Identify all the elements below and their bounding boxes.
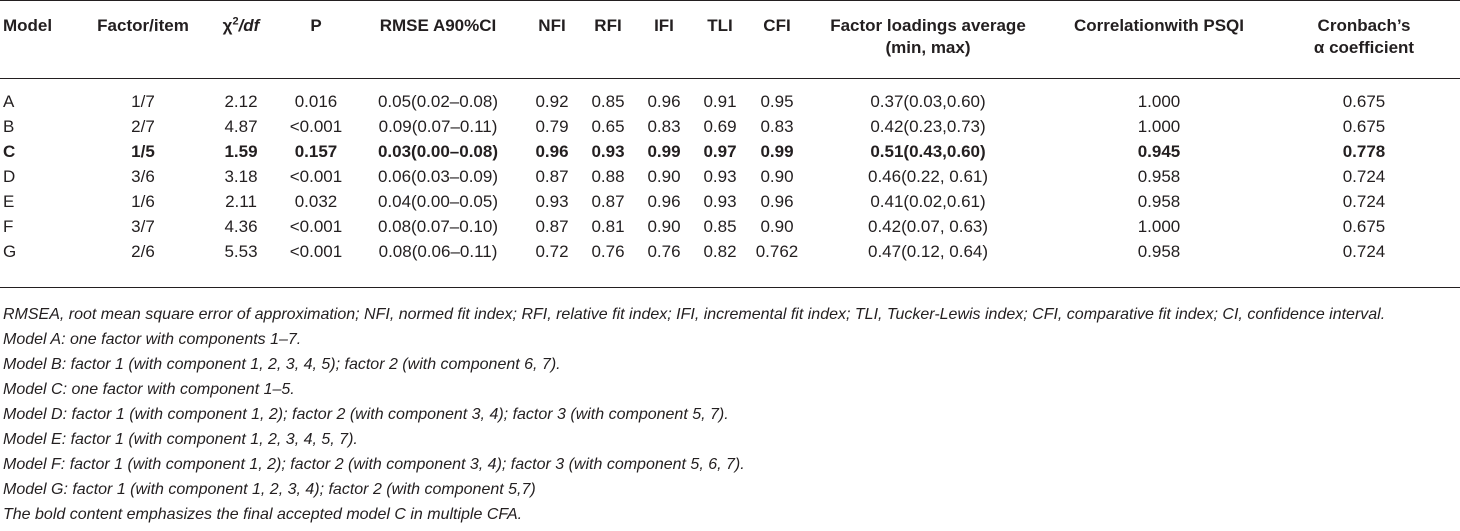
table-row bbox=[0, 164, 1460, 189]
bottom-rule bbox=[0, 287, 1460, 288]
footnote-line: Model D: factor 1 (with component 1, 2); factor 2 (with component 3, 4); factor 3 (with component 5, 7). bbox=[3, 406, 729, 423]
cell-cfi: 0.83 bbox=[760, 117, 794, 136]
header-ifi: IFI bbox=[654, 16, 674, 35]
cfa-model-table bbox=[0, 0, 1460, 264]
cell-chi: 3.18 bbox=[224, 167, 258, 186]
cell-p: <0.001 bbox=[289, 117, 343, 136]
cell-rmse: 0.03(0.00–0.08) bbox=[377, 142, 499, 161]
cell-chi: 4.87 bbox=[224, 117, 258, 136]
header-cronbach-alpha: Cronbach’s α coefficient bbox=[1313, 16, 1415, 57]
cell-corr: 1.000 bbox=[1137, 117, 1181, 136]
cell-corr: 0.945 bbox=[1137, 142, 1181, 161]
cell-rfi: 0.88 bbox=[591, 167, 625, 186]
cell-corr: 1.000 bbox=[1137, 217, 1181, 236]
cell-ifi: 0.99 bbox=[647, 142, 681, 161]
cell-alpha: 0.778 bbox=[1342, 142, 1386, 161]
cell-model: F bbox=[3, 217, 14, 236]
cell-chi: 2.11 bbox=[225, 192, 257, 211]
cell-factor: 1/7 bbox=[131, 92, 155, 111]
cell-p: <0.001 bbox=[289, 217, 343, 236]
table-row bbox=[0, 214, 1460, 239]
cell-rfi: 0.76 bbox=[591, 242, 625, 261]
cell-nfi: 0.96 bbox=[535, 142, 569, 161]
header-nfi: NFI bbox=[538, 16, 566, 35]
cell-ifi: 0.90 bbox=[647, 167, 681, 186]
cell-ifi: 0.90 bbox=[647, 217, 681, 236]
cell-corr: 0.958 bbox=[1137, 167, 1181, 186]
cell-rfi: 0.81 bbox=[591, 217, 625, 236]
header-correlation-psqi: Correlationwith PSQI bbox=[1073, 16, 1245, 35]
footnote-line: RMSEA, root mean square error of approximation; NFI, normed fit index; RFI, relative fit index; IFI, incremental fit index; TLI, Tucker-Lewis index; CFI, comparative fit index; CI, confidence interval. bbox=[3, 306, 1386, 323]
cell-ifi: 0.83 bbox=[647, 117, 681, 136]
cell-rmse: 0.06(0.03–0.09) bbox=[377, 167, 499, 186]
cell-ifi: 0.96 bbox=[647, 192, 681, 211]
footnote-line: Model F: factor 1 (with component 1, 2); factor 2 (with component 3, 4); factor 3 (with component 5, 6, 7). bbox=[3, 456, 745, 473]
cell-tli: 0.85 bbox=[703, 217, 737, 236]
cell-rmse: 0.08(0.07–0.10) bbox=[377, 217, 499, 236]
header-factor-item: Factor/item bbox=[97, 16, 189, 35]
table-row bbox=[0, 78, 1460, 114]
cell-alpha: 0.724 bbox=[1342, 242, 1386, 261]
cell-cfi: 0.762 bbox=[755, 242, 799, 261]
cell-model: B bbox=[3, 117, 15, 136]
cell-p: <0.001 bbox=[289, 242, 343, 261]
header-rmsea-ci: RMSE A90%CI bbox=[379, 16, 497, 35]
cell-corr: 0.958 bbox=[1137, 192, 1181, 211]
cell-loadings: 0.47(0.12, 0.64) bbox=[867, 242, 989, 261]
footnote-line: The bold content emphasizes the final accepted model C in multiple CFA. bbox=[3, 506, 523, 523]
header-cfi: CFI bbox=[763, 16, 791, 35]
cell-factor: 2/6 bbox=[131, 242, 155, 261]
cell-model: A bbox=[3, 92, 15, 111]
cell-p: 0.016 bbox=[294, 92, 338, 111]
header-chi-square-df: $\chi^2/df$ bbox=[222, 15, 260, 35]
cell-corr: 0.958 bbox=[1137, 242, 1181, 261]
cell-rfi: 0.93 bbox=[591, 142, 625, 161]
cell-cfi: 0.90 bbox=[760, 217, 794, 236]
cell-nfi: 0.87 bbox=[535, 217, 569, 236]
cell-alpha: 0.724 bbox=[1342, 192, 1386, 211]
cell-nfi: 0.93 bbox=[535, 192, 569, 211]
cell-rmse: 0.05(0.02–0.08) bbox=[377, 92, 499, 111]
cell-factor: 1/6 bbox=[131, 192, 155, 211]
table-footnotes bbox=[3, 302, 1385, 527]
cell-nfi: 0.87 bbox=[535, 167, 569, 186]
cell-alpha: 0.724 bbox=[1342, 167, 1386, 186]
cell-factor: 2/7 bbox=[131, 117, 155, 136]
cell-nfi: 0.72 bbox=[535, 242, 569, 261]
cell-cfi: 0.96 bbox=[760, 192, 794, 211]
footnote-line: Model B: factor 1 (with component 1, 2, 3, 4, 5); factor 2 (with component 6, 7). bbox=[3, 356, 561, 373]
cell-corr: 1.000 bbox=[1137, 92, 1181, 111]
cell-p: 0.157 bbox=[294, 142, 338, 161]
cell-cfi: 0.90 bbox=[760, 167, 794, 186]
cell-rmse: 0.08(0.06–0.11) bbox=[378, 242, 498, 261]
cell-model: D bbox=[3, 167, 16, 186]
cell-rfi: 0.87 bbox=[591, 192, 625, 211]
cell-tli: 0.82 bbox=[703, 242, 737, 261]
cell-tli: 0.91 bbox=[703, 92, 737, 111]
cell-model: E bbox=[3, 192, 15, 211]
cell-chi: 4.36 bbox=[224, 217, 258, 236]
cell-chi: 1.59 bbox=[224, 142, 258, 161]
header-model: Model bbox=[3, 16, 53, 35]
footnote-line: Model G: factor 1 (with component 1, 2, 3, 4); factor 2 (with component 5,7) bbox=[3, 481, 536, 498]
cell-rmse: 0.09(0.07–0.11) bbox=[378, 117, 498, 136]
cell-rmse: 0.04(0.00–0.05) bbox=[377, 192, 499, 211]
cell-tli: 0.93 bbox=[703, 192, 737, 211]
table-row bbox=[0, 189, 1460, 214]
table-row bbox=[0, 114, 1460, 139]
header-p: P bbox=[310, 16, 322, 35]
cell-p: <0.001 bbox=[289, 167, 343, 186]
cell-cfi: 0.99 bbox=[760, 142, 794, 161]
cell-model: C bbox=[3, 142, 16, 161]
cell-rfi: 0.65 bbox=[591, 117, 625, 136]
cell-loadings: 0.42(0.23,0.73) bbox=[870, 117, 986, 136]
table-row bbox=[0, 239, 1460, 264]
cell-cfi: 0.95 bbox=[760, 92, 794, 111]
cell-ifi: 0.76 bbox=[647, 242, 681, 261]
cell-rfi: 0.85 bbox=[591, 92, 625, 111]
cell-chi: 2.12 bbox=[224, 92, 258, 111]
header-factor-loadings: Factor loadings average (min, max) bbox=[830, 16, 1026, 57]
cell-loadings: 0.51(0.43,0.60) bbox=[870, 142, 986, 161]
footnote-line: Model C: one factor with component 1–5. bbox=[3, 381, 295, 398]
footnote-line: Model E: factor 1 (with component 1, 2, 3, 4, 5, 7). bbox=[3, 431, 358, 448]
cell-model: G bbox=[3, 242, 17, 261]
footnote-line: Model A: one factor with components 1–7. bbox=[3, 331, 302, 348]
cell-factor: 3/6 bbox=[131, 167, 155, 186]
cell-factor: 1/5 bbox=[131, 142, 155, 161]
cell-alpha: 0.675 bbox=[1342, 117, 1386, 136]
cell-nfi: 0.79 bbox=[535, 117, 569, 136]
header-tli: TLI bbox=[707, 16, 733, 35]
header-rfi: RFI bbox=[594, 16, 622, 35]
cell-loadings: 0.41(0.02,0.61) bbox=[870, 192, 986, 211]
cell-chi: 5.53 bbox=[224, 242, 258, 261]
table-row bbox=[0, 139, 1460, 164]
cell-loadings: 0.42(0.07, 0.63) bbox=[867, 217, 989, 236]
cell-nfi: 0.92 bbox=[535, 92, 569, 111]
cell-tli: 0.93 bbox=[703, 167, 737, 186]
cell-loadings: 0.46(0.22, 0.61) bbox=[867, 167, 989, 186]
cell-tli: 0.97 bbox=[703, 142, 737, 161]
cell-factor: 3/7 bbox=[131, 217, 155, 236]
header-row bbox=[0, 0, 1460, 78]
cell-alpha: 0.675 bbox=[1342, 217, 1386, 236]
cell-ifi: 0.96 bbox=[647, 92, 681, 111]
cell-tli: 0.69 bbox=[703, 117, 737, 136]
cell-alpha: 0.675 bbox=[1342, 92, 1386, 111]
cell-p: 0.032 bbox=[294, 192, 338, 211]
cell-loadings: 0.37(0.03,0.60) bbox=[870, 92, 986, 111]
